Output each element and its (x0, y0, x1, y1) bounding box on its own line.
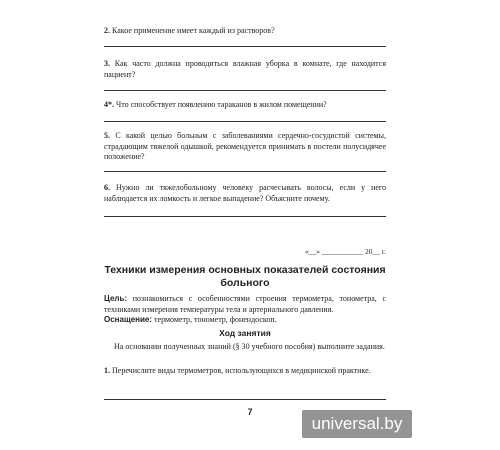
question-text: С какой целью больным с заболеваниями сердечно-сосудистой системы, страдающим тяжелой одышкой, рекомендуется принимать в постели полусидячее положение? (104, 131, 386, 161)
progress-title: Ход занятия (219, 328, 271, 338)
task-number: 1. (104, 366, 110, 375)
task-text: Перечислите виды термометров, использующихся в медицинской практике. (112, 366, 371, 375)
question-3 (104, 59, 386, 80)
answer-line (104, 46, 386, 47)
watermark: universal.by (302, 410, 412, 438)
question-4 (104, 100, 386, 111)
answer-line (104, 171, 386, 172)
question-text: Какое применение имеет каждый из растворов? (112, 26, 275, 35)
intro-paragraph: На основании полученных знаний (§ 30 учебного пособия) выполните задания. (114, 342, 385, 351)
question-text: Как часто должна проводиться влажная уборка в комнате, где находится пациент? (104, 59, 386, 79)
answer-line (104, 90, 386, 91)
page-number: 7 (247, 407, 253, 417)
answer-line (104, 399, 386, 400)
answer-line (104, 121, 386, 122)
equipment-label: Оснащение: (104, 315, 153, 324)
equipment-text: термометр, тонометр, фонендоскоп. (154, 315, 277, 324)
question-number: 3. (104, 59, 110, 68)
goal-text: познакомиться с особенностями строения термометра, тонометра, с техниками измерения температуры тела и артериального давления. (104, 294, 387, 314)
question-5 (104, 131, 386, 163)
answer-line (104, 216, 386, 217)
question-number: 4*. (104, 100, 114, 109)
question-number: 6. (104, 183, 110, 192)
question-text: Нужно ли тяжелобольному человеку расчесывать волосы, если у него наблюдается их ломкость и легкое выпадение? Объясните почему. (104, 183, 387, 203)
date-line: «__» ___________ 20__ г. (305, 247, 386, 256)
equipment-paragraph (104, 315, 386, 326)
question-2 (104, 26, 386, 37)
task-1 (104, 366, 386, 377)
question-number: 2. (104, 26, 110, 35)
section-title: Техники измерения основных показателей состояния больного (104, 264, 386, 289)
goal-label: Цель: (104, 294, 128, 303)
goal-paragraph (104, 294, 386, 315)
question-text: Что способствует появлению тараканов в жилом помещении? (116, 100, 327, 109)
question-number: 5. (104, 131, 110, 140)
question-6 (104, 183, 386, 204)
